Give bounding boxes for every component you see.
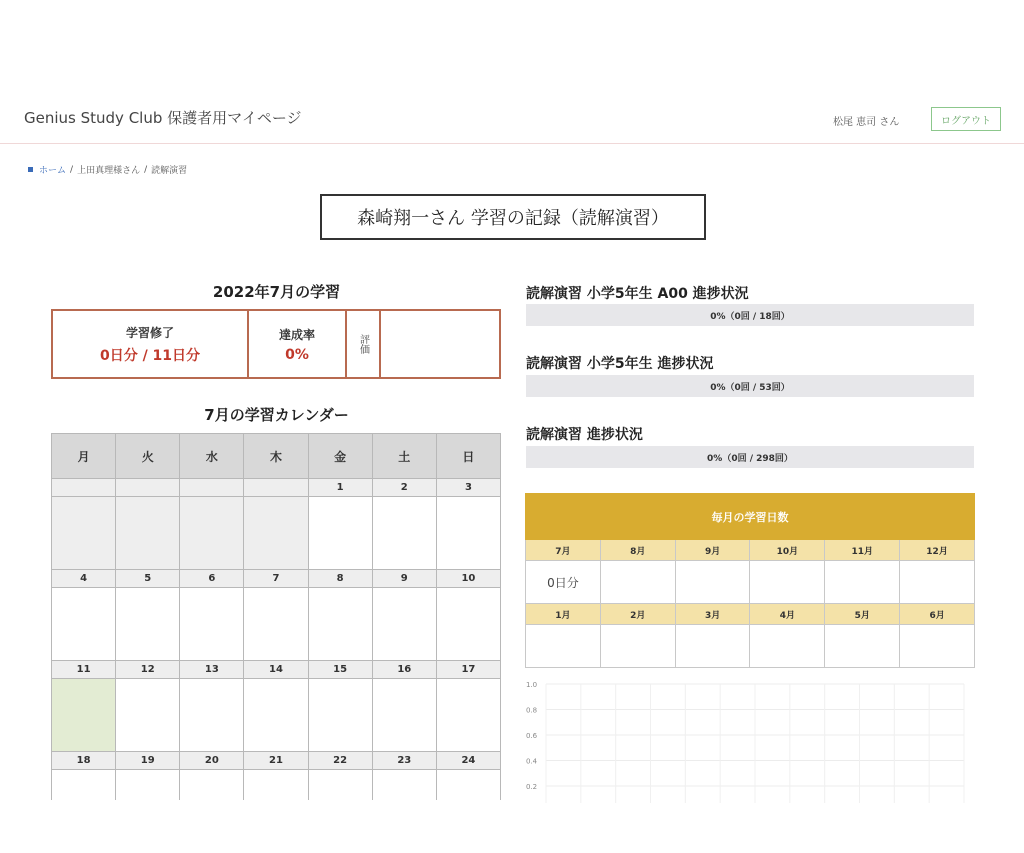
month-header: 8月 <box>600 540 675 561</box>
progress-bar-grade5: 0%（0回 / 53回） <box>526 375 974 397</box>
eval-label: 評価 <box>357 334 369 354</box>
rate-label: 達成率 <box>278 327 315 342</box>
date-number: 13 <box>180 661 244 679</box>
day-cell <box>308 679 372 752</box>
date-number: 6 <box>180 570 244 588</box>
month-header: 6月 <box>900 604 975 625</box>
week-date-row <box>52 479 501 497</box>
month-header-row <box>526 604 975 625</box>
day-cell-empty <box>116 497 180 570</box>
week-date-row <box>52 570 501 588</box>
app-title: Genius Study Club 保護者用マイページ <box>24 109 302 127</box>
date-number: 8 <box>308 570 372 588</box>
date-number: 17 <box>436 661 500 679</box>
date-number: 23 <box>372 752 436 770</box>
chart-ytick-label: 0.6 <box>526 732 538 740</box>
month-header: 1月 <box>526 604 601 625</box>
month-header: 4月 <box>750 604 825 625</box>
breadcrumb-separator: / <box>144 164 148 175</box>
date-number: 24 <box>436 752 500 770</box>
day-cell <box>372 679 436 752</box>
day-cell <box>308 588 372 661</box>
logout-button[interactable]: ログアウト <box>931 107 1001 131</box>
week-body-row <box>52 770 501 801</box>
date-number: 7 <box>244 570 308 588</box>
week-body-row <box>52 679 501 752</box>
date-number: 10 <box>436 570 500 588</box>
date-number <box>52 479 116 497</box>
weekday-header-row <box>52 434 501 479</box>
user-name: 松尾 恵司 さん <box>833 117 900 128</box>
day-cell <box>308 770 372 801</box>
day-cell-today <box>52 679 116 752</box>
date-number: 3 <box>436 479 500 497</box>
completion-cell <box>53 311 249 377</box>
header-divider <box>0 143 1024 144</box>
day-cell <box>436 588 500 661</box>
weekday-header: 水 <box>180 434 244 479</box>
day-cell <box>436 497 500 570</box>
date-number: 16 <box>372 661 436 679</box>
rate-cell <box>249 311 347 377</box>
chart-ytick-label: 0.8 <box>526 706 538 715</box>
study-chart <box>524 678 974 803</box>
chart-ytick-label: 1.0 <box>526 681 538 689</box>
day-cell-empty <box>180 497 244 570</box>
week-date-row <box>52 752 501 770</box>
month-header: 2月 <box>600 604 675 625</box>
monthly-days-title: 毎月の学習日数 <box>526 494 975 540</box>
date-number: 18 <box>52 752 116 770</box>
date-number: 12 <box>116 661 180 679</box>
day-cell-empty <box>52 497 116 570</box>
month-header: 5月 <box>825 604 900 625</box>
weekday-header: 土 <box>372 434 436 479</box>
chart-ytick-label: 0.4 <box>526 757 538 766</box>
monthly-days-caption-row <box>526 494 975 540</box>
day-cell <box>180 679 244 752</box>
day-cell <box>180 588 244 661</box>
month-header: 7月 <box>526 540 601 561</box>
month-value-row <box>526 561 975 604</box>
rate-value: 0% <box>285 346 309 363</box>
month-value <box>600 561 675 604</box>
breadcrumb <box>28 163 187 176</box>
month-header: 10月 <box>750 540 825 561</box>
completion-label: 学習修了 <box>125 325 174 340</box>
month-summary-box <box>51 309 501 379</box>
monthly-days-table <box>525 493 975 668</box>
progress-bar-a00: 0%（0回 / 18回） <box>526 304 974 326</box>
breadcrumb-student[interactable]: 上田真理様さん <box>77 166 141 176</box>
date-number: 1 <box>308 479 372 497</box>
day-cell <box>372 497 436 570</box>
month-value-row <box>526 625 975 668</box>
month-value <box>750 561 825 604</box>
month-header-row <box>526 540 975 561</box>
date-number: 11 <box>52 661 116 679</box>
month-value <box>750 625 825 668</box>
day-cell <box>436 770 500 801</box>
progress-title-grade5: 読解演習 小学5年生 進捗状況 <box>526 356 714 372</box>
date-number: 15 <box>308 661 372 679</box>
home-icon <box>28 167 33 172</box>
day-cell <box>372 588 436 661</box>
day-cell <box>116 679 180 752</box>
progress-bar-all: 0%（0回 / 298回） <box>526 446 974 468</box>
breadcrumb-current: 読解演習 <box>151 166 188 176</box>
progress-title-a00: 読解演習 小学5年生 A00 進捗状況 <box>526 286 749 302</box>
study-calendar <box>51 433 501 800</box>
day-cell <box>308 497 372 570</box>
day-cell <box>244 770 308 801</box>
calendar-title: 7月の学習カレンダー <box>204 406 349 424</box>
weekday-header: 木 <box>244 434 308 479</box>
month-summary-title: 2022年7月の学習 <box>212 283 341 301</box>
date-number <box>244 479 308 497</box>
date-number: 4 <box>52 570 116 588</box>
month-header: 12月 <box>900 540 975 561</box>
date-number <box>180 479 244 497</box>
weekday-header: 火 <box>116 434 180 479</box>
month-header: 11月 <box>825 540 900 561</box>
eval-value-cell <box>381 311 499 377</box>
month-header: 3月 <box>675 604 750 625</box>
date-number: 5 <box>116 570 180 588</box>
date-number: 2 <box>372 479 436 497</box>
month-value <box>900 561 975 604</box>
month-value: 0日分 <box>526 561 601 604</box>
week-body-row <box>52 588 501 661</box>
day-cell <box>52 770 116 801</box>
date-number: 9 <box>372 570 436 588</box>
day-cell <box>116 588 180 661</box>
chart-ytick-label: 0.2 <box>526 783 538 791</box>
week-date-row <box>52 661 501 679</box>
month-value <box>825 625 900 668</box>
breadcrumb-home[interactable]: ホーム <box>39 166 67 176</box>
weekday-header: 月 <box>52 434 116 479</box>
day-cell <box>52 588 116 661</box>
day-cell <box>436 679 500 752</box>
date-number: 22 <box>308 752 372 770</box>
date-number <box>116 479 180 497</box>
month-value <box>526 625 601 668</box>
month-value <box>675 625 750 668</box>
weekday-header: 日 <box>436 434 500 479</box>
page-title: 森崎翔一さん 学習の記録（読解演習） <box>320 194 706 240</box>
day-cell <box>116 770 180 801</box>
weekday-header: 金 <box>308 434 372 479</box>
breadcrumb-separator: / <box>70 164 74 175</box>
month-value <box>600 625 675 668</box>
day-cell <box>244 679 308 752</box>
day-cell <box>244 588 308 661</box>
progress-title-all: 読解演習 進捗状況 <box>526 427 643 443</box>
eval-label-cell <box>347 311 381 377</box>
date-number: 19 <box>116 752 180 770</box>
month-header: 9月 <box>675 540 750 561</box>
month-value <box>900 625 975 668</box>
date-number: 14 <box>244 661 308 679</box>
day-cell <box>180 770 244 801</box>
completion-value: 0日分 / 11日分 <box>99 347 201 364</box>
month-value <box>675 561 750 604</box>
date-number: 20 <box>180 752 244 770</box>
month-value <box>825 561 900 604</box>
date-number: 21 <box>244 752 308 770</box>
day-cell <box>372 770 436 801</box>
week-body-row <box>52 497 501 570</box>
day-cell-empty <box>244 497 308 570</box>
